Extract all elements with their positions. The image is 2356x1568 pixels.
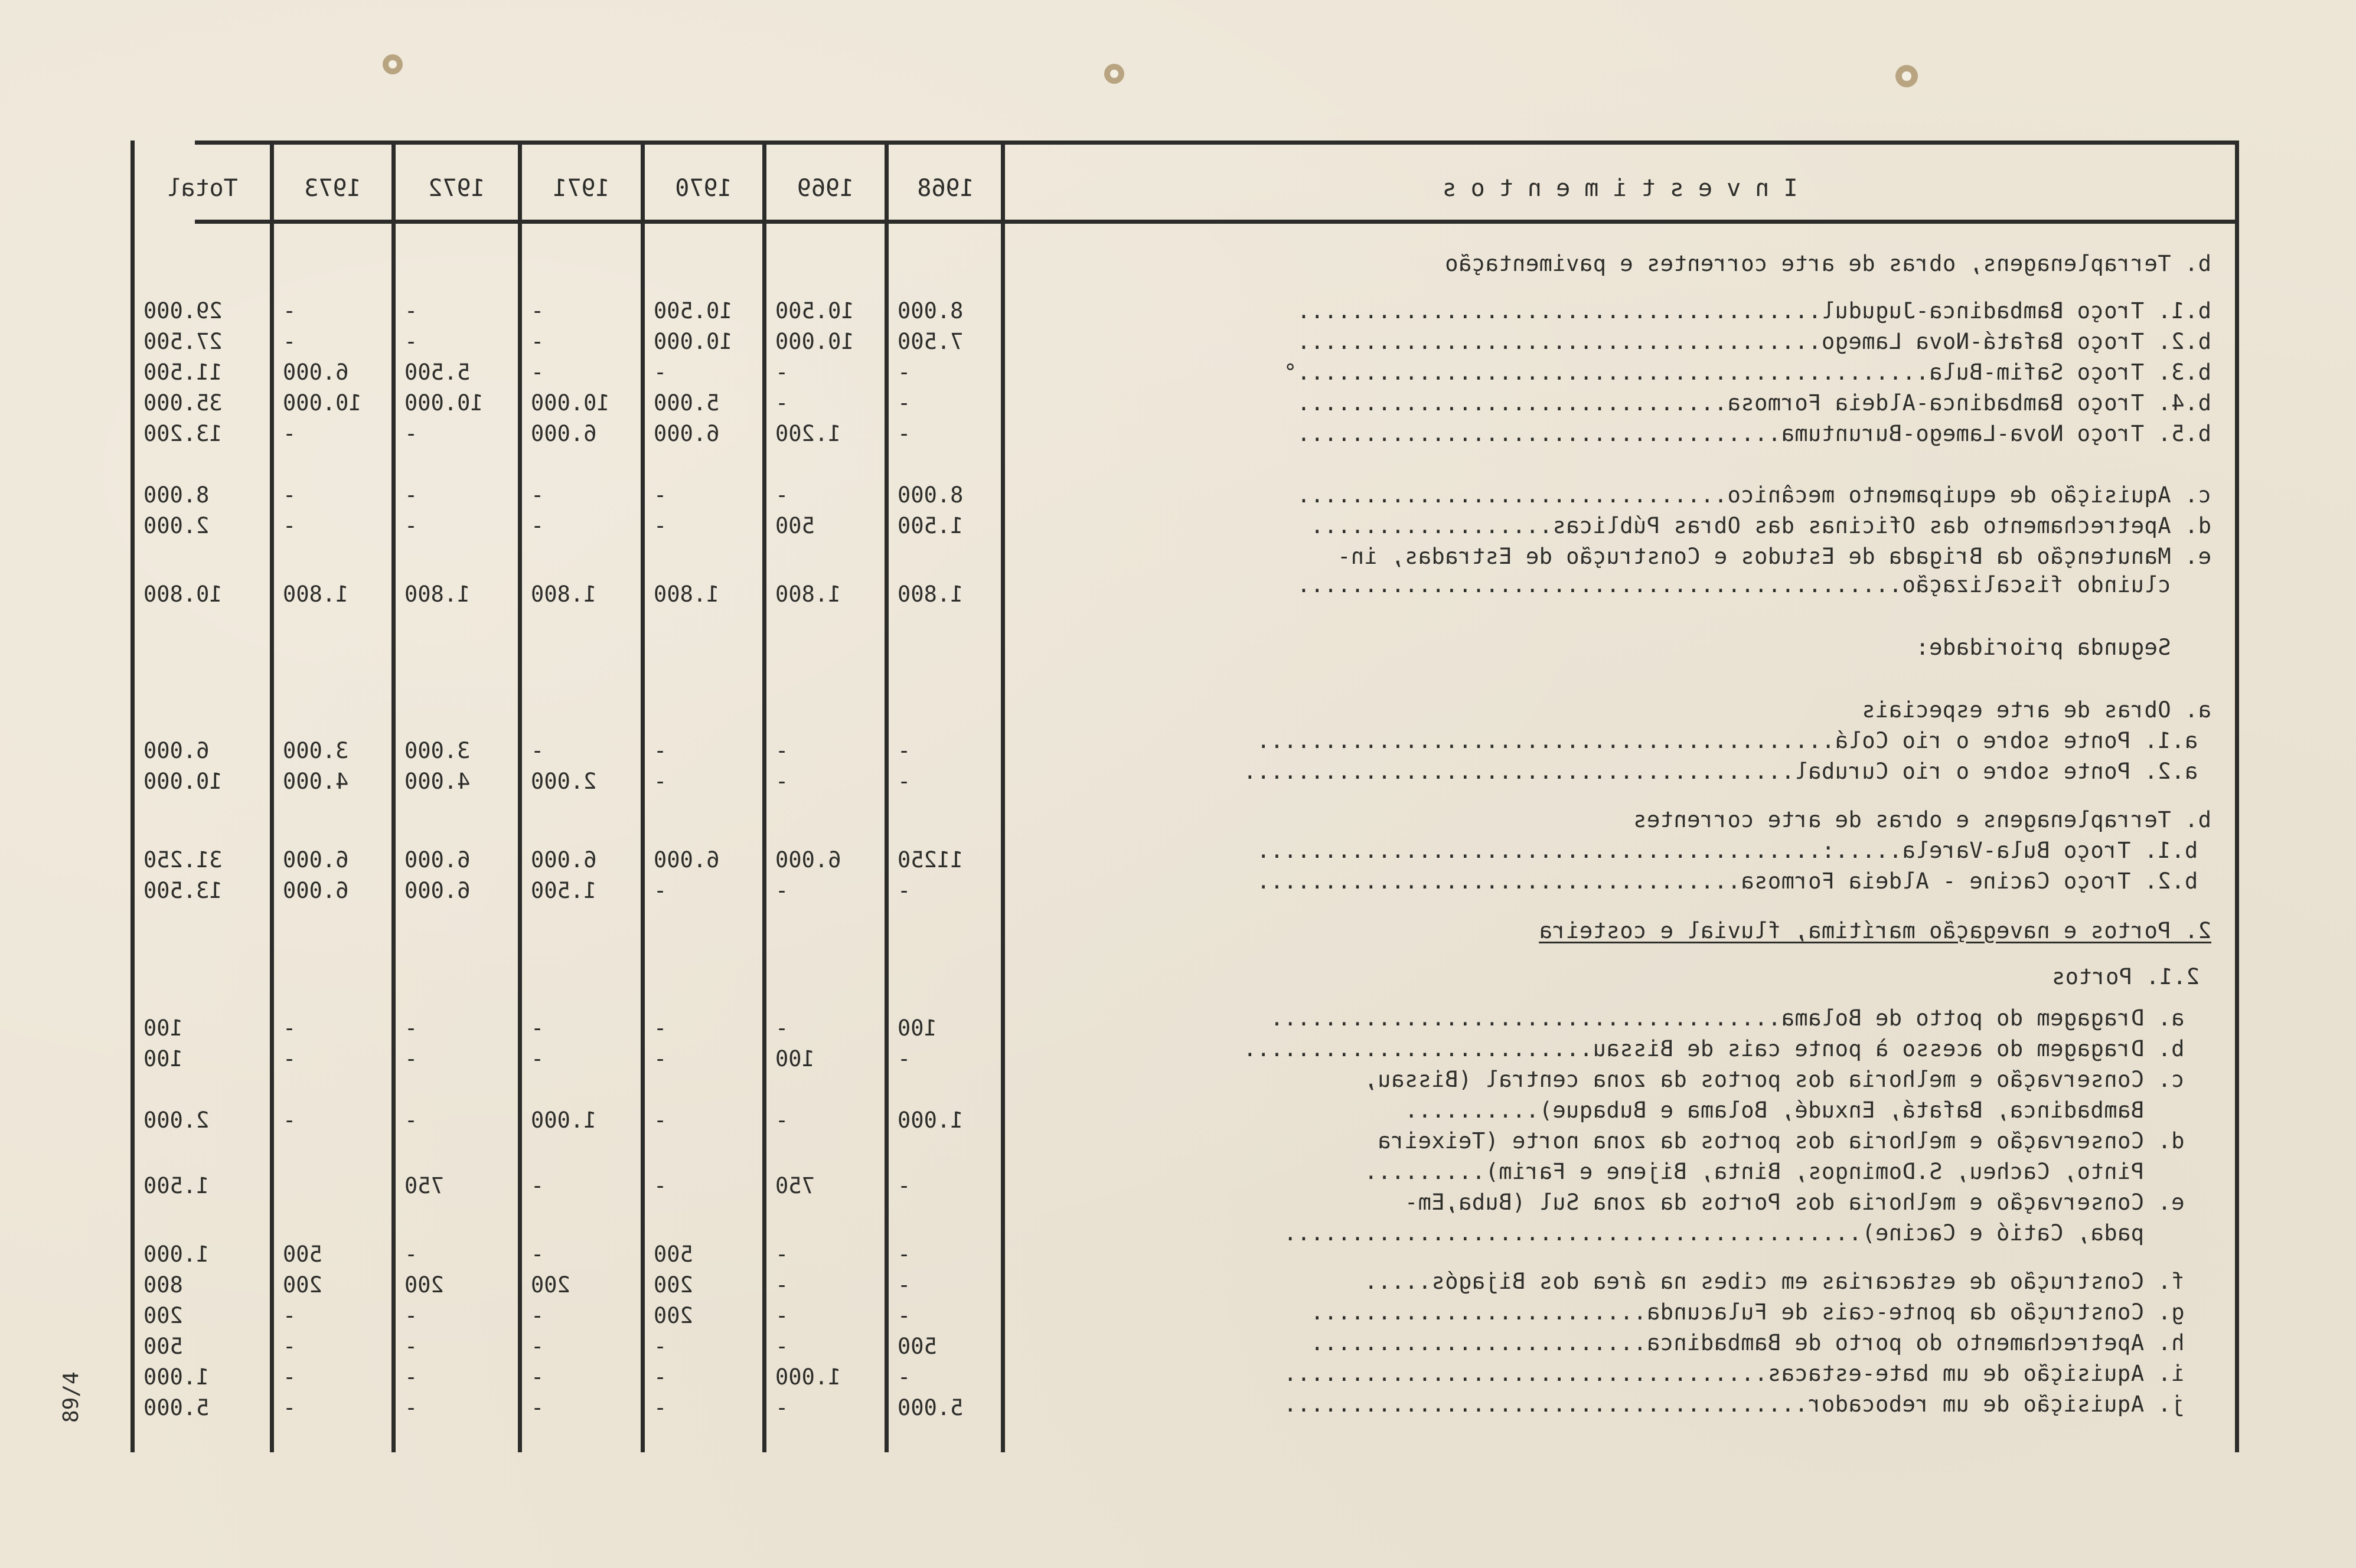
ports-row-label: Pinto, Cacheu, S.Domingos, Binta, Bijene e Farim)......... xyxy=(1364,1159,2211,1184)
table-row-cell: - xyxy=(898,738,911,763)
col-line-left xyxy=(2235,141,2239,1452)
table-row-cell: 6.000 xyxy=(404,878,471,903)
table-row-cell: - xyxy=(898,769,911,794)
table-row-cell: - xyxy=(283,298,296,324)
ports-row-cell: - xyxy=(404,1015,418,1041)
table-row-cell: 8.000 xyxy=(898,298,964,324)
table-row-cell: 10.000 xyxy=(654,329,733,354)
table-row-label: b.4. Troço Bambadinca-Aldeia Formosa................................ xyxy=(1297,390,2211,416)
table-row-cell: - xyxy=(775,878,789,903)
ports-row-cell: - xyxy=(283,1364,296,1390)
table-row-cell: - xyxy=(404,298,418,324)
table-row-cell: - xyxy=(898,360,911,385)
ports-row-cell: 200 xyxy=(654,1272,693,1298)
table-row-label: cluindo fiscalização............................................. xyxy=(1297,572,2211,597)
ports-row-cell: - xyxy=(898,1364,911,1390)
table-row-cell: - xyxy=(531,513,544,538)
table-row-cell: 6.000 xyxy=(654,421,720,446)
table-row-label: b.1. Troço Bambadinca-Jugudul....................................... xyxy=(1297,298,2211,324)
table-row-cell: - xyxy=(775,769,789,794)
table-row-cell: - xyxy=(775,390,789,416)
table-row-cell: - xyxy=(654,738,667,763)
table-row-cell: - xyxy=(654,769,667,794)
table-row-cell: 13.200 xyxy=(143,421,223,446)
header-total: Total xyxy=(167,175,238,202)
ports-row-cell: - xyxy=(404,1242,418,1267)
table-row-cell: - xyxy=(654,482,667,508)
ports-row-cell: - xyxy=(898,1303,911,1328)
col-line-1971 xyxy=(518,141,522,1452)
table-row-cell: 2.000 xyxy=(143,513,210,538)
table-row-cell: 29.000 xyxy=(143,298,223,324)
table-row-cell: 3.000 xyxy=(404,738,471,763)
header-1972: 1972 xyxy=(428,175,485,202)
table-row-cell: 3.000 xyxy=(283,738,349,763)
ports-row-cell: 5.000 xyxy=(898,1395,964,1420)
header-1969: 1969 xyxy=(797,175,854,202)
table-row-cell: 4.000 xyxy=(404,769,471,794)
ports-row-cell: - xyxy=(898,1272,911,1298)
ports-row-cell: - xyxy=(404,1395,418,1420)
table-row-label: e. Manutenção da Brigada de Estudos e Construção de Estradas, in- xyxy=(1337,544,2211,569)
col-line-1972 xyxy=(391,141,396,1452)
table-row-label: b. Terraplenagens, obras de arte correntes e pavimentação xyxy=(1444,251,2211,276)
table-row-cell: - xyxy=(654,360,667,385)
table-row-cell: - xyxy=(654,513,667,538)
ports-row-cell: - xyxy=(404,1303,418,1328)
table-row-cell: - xyxy=(531,482,544,508)
table-row-cell: 10.000 xyxy=(404,390,484,416)
ports-row-cell: - xyxy=(531,1173,544,1198)
table-row-cell: 8.000 xyxy=(898,482,964,508)
ports-row-cell: 200 xyxy=(283,1272,322,1298)
table-row-cell: 31.250 xyxy=(143,847,223,873)
table-row-cell: - xyxy=(404,482,418,508)
table-row-label: b. Terraplenagens e obras de arte correntes xyxy=(1633,807,2211,832)
ports-row-cell: - xyxy=(283,1015,296,1041)
table-row-cell: 10.000 xyxy=(143,769,223,794)
table-row-label: b.1. Troço Bula-Varela.....:.......................................... xyxy=(1256,838,2211,863)
ports-row-cell: 100 xyxy=(775,1046,815,1072)
table-row-cell: 35.000 xyxy=(143,390,223,416)
table-row-cell: 7.500 xyxy=(898,329,964,354)
ports-row-cell: - xyxy=(404,1108,418,1133)
table-row-label: a.1. Ponte sobre o rio Colá........................................... xyxy=(1256,728,2211,753)
ports-row-label: i. Aquisição de um bate-estacas.................................... xyxy=(1283,1361,2211,1386)
ports-row-cell: 1.000 xyxy=(898,1108,964,1133)
ports-row-cell: - xyxy=(404,1334,418,1359)
ports-row-cell: - xyxy=(654,1108,667,1133)
ports-row-label: f. Construção de estacarias em cibes na área dos Bijagós..... xyxy=(1364,1269,2211,1294)
table-row-label: Segunda prioridade: xyxy=(1915,635,2211,660)
ports-row-cell: - xyxy=(531,1242,544,1267)
ports-row-cell: 200 xyxy=(531,1272,570,1298)
ports-row-cell: - xyxy=(654,1334,667,1359)
table-row-cell: - xyxy=(531,738,544,763)
table-row-cell: - xyxy=(898,878,911,903)
table-row-cell: 6.000 xyxy=(283,878,349,903)
table-row-cell: 500 xyxy=(775,513,815,538)
table-row-cell: 6.000 xyxy=(775,847,841,873)
table-row-cell: 5.000 xyxy=(654,390,720,416)
table-row-cell: - xyxy=(531,360,544,385)
table-row-cell: 10.500 xyxy=(775,298,854,324)
ports-row-cell: - xyxy=(531,1334,544,1359)
ports-row-cell: - xyxy=(531,1015,544,1041)
table-row-cell: 11250 xyxy=(898,847,964,873)
table-row-cell: 27.500 xyxy=(143,329,223,354)
ports-row-label: c. Conservação e melhoria dos portos da zona central (Bissau, xyxy=(1364,1067,2211,1092)
table-row-cell: 1.800 xyxy=(898,582,964,607)
table-row-cell: 6.000 xyxy=(283,847,349,873)
table-row-cell: - xyxy=(404,329,418,354)
ports-row-label: j. Aquisição de um rebocador....................................... xyxy=(1283,1391,2211,1417)
ports-row-cell: 200 xyxy=(143,1303,183,1328)
table-row-cell: 1.800 xyxy=(404,582,471,607)
header-bottom-border xyxy=(195,220,2239,224)
table-row-cell: - xyxy=(283,421,296,446)
ports-row-cell: 500 xyxy=(143,1334,183,1359)
table-row-cell: 10.000 xyxy=(531,390,610,416)
table-row-cell: - xyxy=(898,390,911,416)
ports-row-cell: 1.000 xyxy=(143,1242,210,1267)
table-row-label: b.3. Troço Safim-Bula...............................................° xyxy=(1283,360,2211,385)
table-row-cell: - xyxy=(404,513,418,538)
table-row-cell: - xyxy=(775,360,789,385)
ports-row-cell: 750 xyxy=(404,1173,444,1198)
table-row-cell: 10.500 xyxy=(654,298,733,324)
table-row-label: b.2. Troço Bafatá-Nova Lamego....................................... xyxy=(1297,329,2211,354)
table-row-cell: 8.000 xyxy=(143,482,210,508)
ports-row-cell: - xyxy=(775,1334,789,1359)
table-row-cell: 1.800 xyxy=(775,582,841,607)
ports-row-cell: - xyxy=(775,1015,789,1041)
table-row-cell: - xyxy=(775,482,789,508)
table-row-cell: 4.000 xyxy=(283,769,349,794)
table-row-cell: 6.000 xyxy=(404,847,471,873)
ports-row-cell: - xyxy=(283,1046,296,1072)
ports-row-cell: - xyxy=(654,1015,667,1041)
ports-row-cell: 100 xyxy=(143,1015,183,1041)
ports-row-cell: - xyxy=(531,1364,544,1390)
ports-row-cell: 1.000 xyxy=(775,1364,841,1390)
ports-row-cell: 200 xyxy=(404,1272,444,1298)
ports-row-cell: 1.000 xyxy=(531,1108,597,1133)
ports-row-cell: 5.000 xyxy=(143,1395,210,1420)
table-row-label: c. Aquisição de equipamento mecânico................................ xyxy=(1297,482,2211,508)
ports-row-cell: 500 xyxy=(654,1242,693,1267)
ports-row-cell: - xyxy=(283,1395,296,1420)
ports-row-cell: - xyxy=(775,1272,789,1298)
header-investimentos: I n v e s t i m e n t o s xyxy=(1442,175,1798,202)
table-row-label: a. Obras de arte especiais xyxy=(1861,697,2211,723)
ports-row-cell: - xyxy=(654,1173,667,1198)
margin-note: 89/4 xyxy=(59,1371,83,1423)
table-row-cell: - xyxy=(283,482,296,508)
col-line-right xyxy=(130,141,135,1452)
ports-row-cell: 100 xyxy=(143,1046,183,1072)
table-row-label: b.5. Troço Nova-Lamego-Buruntuma.................................... xyxy=(1297,421,2211,446)
ports-row-cell: - xyxy=(775,1303,789,1328)
ports-row-cell: 2.000 xyxy=(143,1108,210,1133)
table-row-cell: 2.000 xyxy=(531,769,597,794)
ports-row-cell: - xyxy=(898,1046,911,1072)
table-row-cell: - xyxy=(775,738,789,763)
col-line-1968 xyxy=(885,141,889,1452)
ports-row-label: a. Dragagem do potto de Bolama...................................... xyxy=(1270,1005,2211,1031)
header-1970: 1970 xyxy=(675,175,732,202)
ports-row-cell: - xyxy=(654,1395,667,1420)
table-row-cell: 1.800 xyxy=(531,582,597,607)
table-row-cell: 1.200 xyxy=(775,421,841,446)
ports-row-cell: - xyxy=(775,1108,789,1133)
table-row-cell: 10.000 xyxy=(283,390,362,416)
col-line-1970 xyxy=(641,141,645,1452)
ports-row-cell: - xyxy=(775,1242,789,1267)
table-row-cell: 13.500 xyxy=(143,878,223,903)
ports-row-cell: - xyxy=(531,1395,544,1420)
ports-row-label: h. Apetrechamento do porto de Bambadinca......................... xyxy=(1310,1330,2211,1355)
ports-row-cell: - xyxy=(283,1303,296,1328)
ports-row-label: pada, Catió e Cacine)........................................... xyxy=(1283,1220,2211,1246)
ports-row-cell: - xyxy=(775,1395,789,1420)
table-row-cell: - xyxy=(531,298,544,324)
table-row-cell: - xyxy=(404,421,418,446)
ports-row-cell: 800 xyxy=(143,1272,183,1298)
table-row-cell: - xyxy=(898,421,911,446)
ports-row-cell: 500 xyxy=(898,1334,937,1359)
table-row-cell: 1.800 xyxy=(283,582,349,607)
col-line-1969 xyxy=(762,141,766,1452)
header-1973: 1973 xyxy=(304,175,361,202)
section-2-title: 2. Portos e navegação marítima, fluvial e costeira xyxy=(1539,918,2211,943)
ports-row-label: Bambadinca, Bafatá, Enxudé, Bolama e Bubaque).......... xyxy=(1404,1097,2211,1123)
table-row-cell: 10.000 xyxy=(775,329,854,354)
ports-row-label: d. Conservação e melhoria dos portos da zona norte (Teixeira xyxy=(1377,1128,2211,1154)
table-row-cell: 6.000 xyxy=(143,738,210,763)
table-row-label: d. Apetrechamento das Oficinas das Obras Públicas.................. xyxy=(1310,513,2211,538)
table-row-cell: - xyxy=(283,513,296,538)
ports-row-label: b. Dragagem do acesso à ponte cais de Bissau.......................... xyxy=(1243,1036,2211,1061)
ports-row-cell: - xyxy=(531,1046,544,1072)
ports-row-cell: - xyxy=(898,1173,911,1198)
ports-row-label: g. Construção da ponte-cais de Fulacunda......................... xyxy=(1310,1299,2211,1325)
table-row-cell: - xyxy=(654,878,667,903)
ports-row-cell: - xyxy=(404,1364,418,1390)
table-top-border xyxy=(195,141,2239,145)
ports-row-cell: - xyxy=(404,1046,418,1072)
table-row-cell: - xyxy=(531,329,544,354)
table-row-label: b.2. Troço Cacine - Aldeia Formosa.................................... xyxy=(1256,868,2211,894)
table-row-cell: 1.800 xyxy=(654,582,720,607)
ports-row-cell: 200 xyxy=(654,1303,693,1328)
table-row-cell: 1.500 xyxy=(531,878,597,903)
table-row-label: a.2. Ponte sobre o rio Curubal......................................... xyxy=(1243,759,2211,784)
table-row-cell: 11.500 xyxy=(143,360,223,385)
ports-row-label: e. Conservação e melhoria dos Portos da zona Sul (Buba,Em- xyxy=(1404,1190,2211,1215)
ports-row-cell: - xyxy=(283,1108,296,1133)
table-row-cell: 1.500 xyxy=(898,513,964,538)
ports-row-cell: - xyxy=(283,1334,296,1359)
header-1971: 1971 xyxy=(553,175,610,202)
ports-row-cell: - xyxy=(898,1242,911,1267)
table-row-cell: 6.000 xyxy=(654,847,720,873)
section-2-1-title: 2.1. Portos xyxy=(2051,964,2200,989)
ports-row-cell: 1.500 xyxy=(143,1173,210,1198)
ports-row-cell: - xyxy=(654,1046,667,1072)
ports-row-cell: 750 xyxy=(775,1173,815,1198)
table-row-cell: 6.000 xyxy=(531,847,597,873)
table-row-cell: - xyxy=(283,329,296,354)
table-row-cell: 6.000 xyxy=(531,421,597,446)
col-line-1973 xyxy=(270,141,274,1452)
ports-row-cell: 100 xyxy=(898,1015,937,1041)
table-row-cell: 10.800 xyxy=(143,582,223,607)
table-row-cell: 5.500 xyxy=(404,360,471,385)
table-row-cell: 6.000 xyxy=(283,360,349,385)
ports-row-cell: - xyxy=(531,1303,544,1328)
ports-row-cell: 500 xyxy=(283,1242,322,1267)
ports-row-cell: 1.000 xyxy=(143,1364,210,1390)
ports-row-cell: - xyxy=(654,1364,667,1390)
header-1968: 1968 xyxy=(917,175,974,202)
